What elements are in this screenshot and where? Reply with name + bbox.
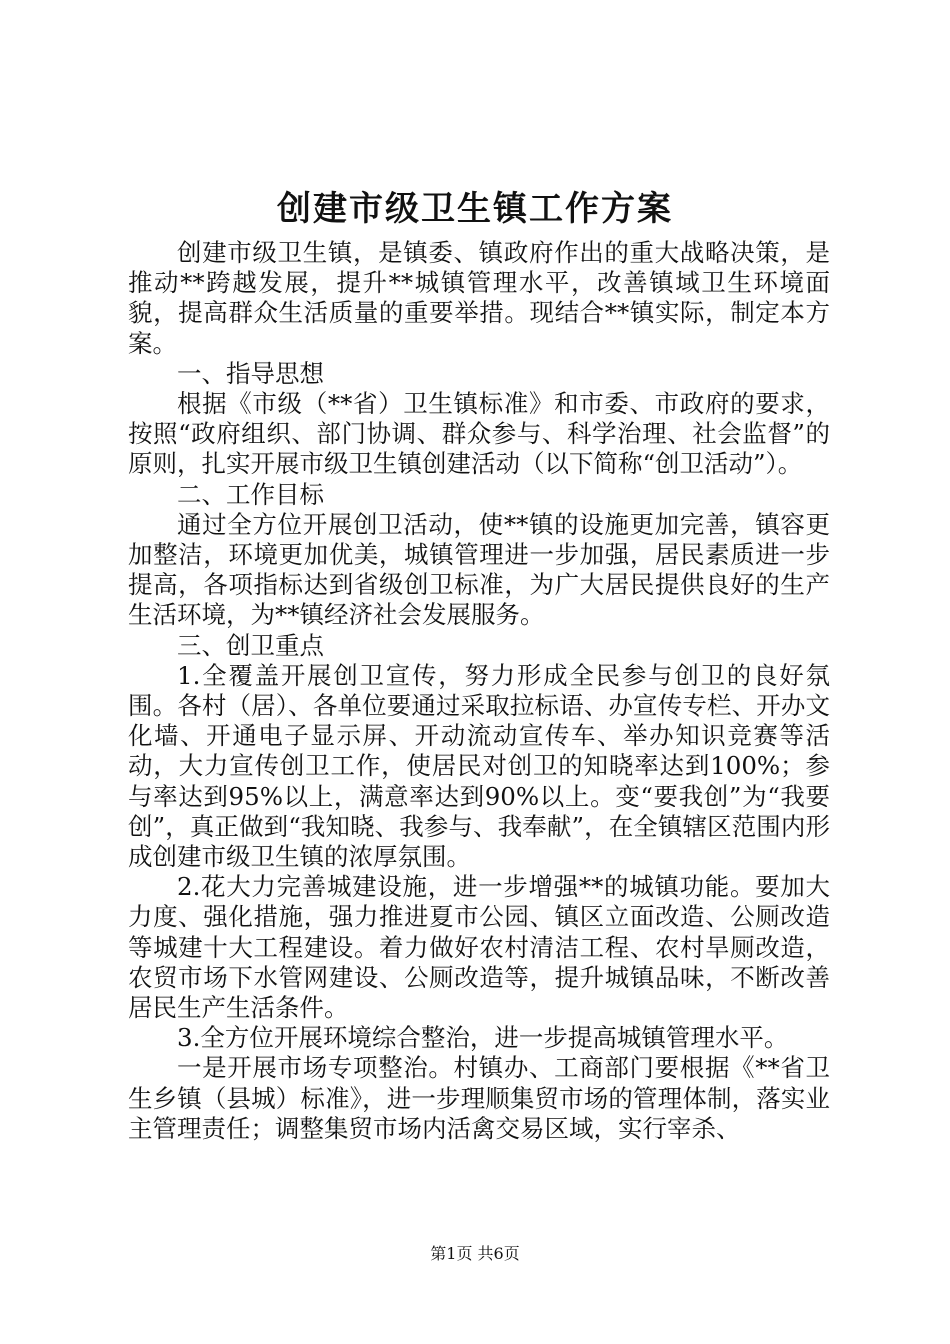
- section-heading-guiding-thought: 一、指导思想: [177, 358, 324, 388]
- section-heading-key-points: 三、创卫重点: [177, 630, 324, 660]
- paragraph-guiding-thought: 根据《市级（**省）卫生镇标准》和市委、市政府的要求，按照“政府组织、部门协调、群众参与、科学治理、社会监督”的原则，扎实开展市级卫生镇创建活动（以下简称“创卫活动”）。: [128, 389, 830, 479]
- section-heading-work-goal: 二、工作目标: [177, 479, 324, 509]
- paragraph-work-goal: 通过全方位开展创卫活动，使**镇的设施更加完善，镇容更加整洁，环境更加优美，城镇管理进一步加强，居民素质进一步提高，各项指标达到省级创卫标准，为广大居民提供良好的生产生活环境，为**镇经济社会发展服务。: [128, 509, 830, 630]
- page-number: 第1页 共6页: [430, 1244, 520, 1263]
- document-title: 创建市级卫生镇工作方案: [277, 189, 673, 229]
- paragraph-intro: 创建市级卫生镇，是镇委、镇政府作出的重大战略决策，是推动**跨越发展，提升**城镇管理水平，改善镇域卫生环境面貌，提高群众生活质量的重要举措。现结合**镇实际，制定本方案。: [128, 238, 830, 358]
- document-body: [128, 238, 830, 1144]
- paragraph-key-point-2: 2.花大力完善城建设施，进一步增强**的城镇功能。要加大力度、强化措施，强力推进夏市公园、镇区立面改造、公厕改造等城建十大工程建设。着力做好农村清洁工程、农村旱厕改造，农贸市场下水管网建设、公厕改造等，提升城镇品味，不断改善居民生产生活条件。: [128, 872, 830, 1023]
- paragraph-key-point-1: 1.全覆盖开展创卫宣传，努力形成全民参与创卫的良好氛围。各村（居）、各单位要通过采取拉标语、办宣传专栏、开办文化墙、开通电子显示屏、开动流动宣传车、举办知识竞赛等活动，大力宣传创卫工作，使居民对创卫的知晓率达到100%；参与率达到95%以上，满意率达到90%以上。变“要我创”为“我要创”，真正做到“我知晓、我参与、我奉献”，在全镇辖区范围内形成创建市级卫生镇的浓厚氛围。: [128, 660, 830, 872]
- paragraph-key-point-3: 3.全方位开展环境综合整治，进一步提高城镇管理水平。: [177, 1023, 789, 1053]
- paragraph-market-rectification: 一是开展市场专项整治。村镇办、工商部门要根据《**省卫生乡镇（县城）标准》，进一步理顺集贸市场的管理体制，落实业主管理责任；调整集贸市场内活禽交易区域，实行宰杀、: [128, 1053, 830, 1143]
